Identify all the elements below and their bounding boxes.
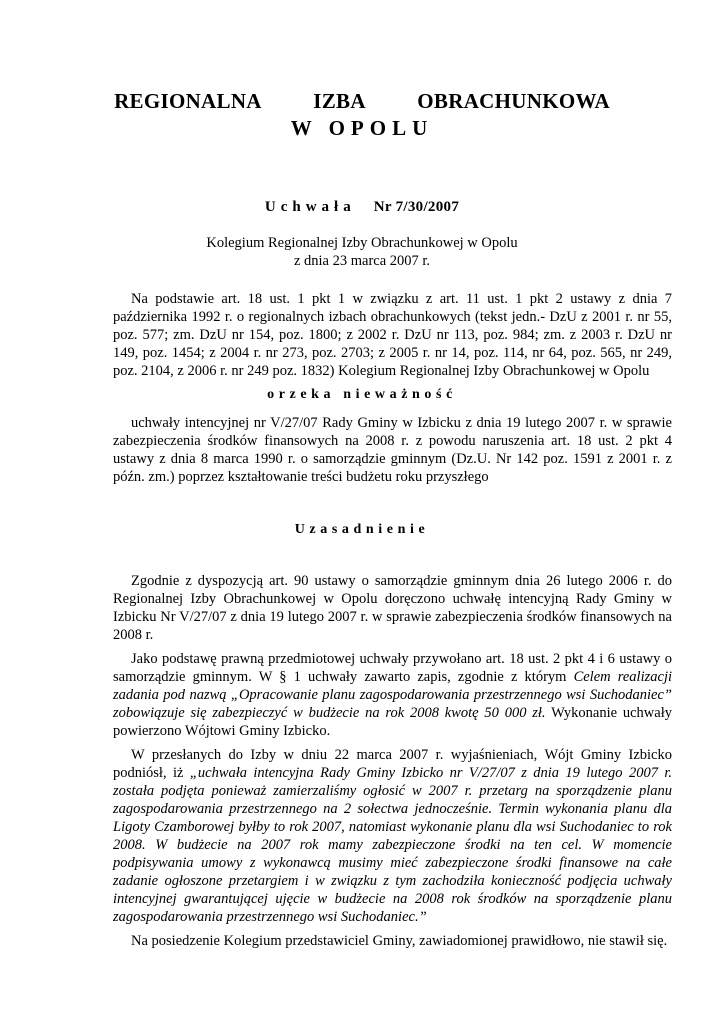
college-name: Kolegium Regionalnej Izby Obrachunkowej w Opolu — [206, 235, 518, 251]
execution-text: Wykonanie uchwały powierzono Wójtowi Gminy Izbicko. — [113, 705, 672, 739]
decision-heading: orzeka nieważność — [267, 387, 457, 402]
justification-paragraph-3 — [113, 746, 672, 926]
justification-heading: Uzasadnienie — [294, 522, 430, 537]
justification-paragraph-1: Zgodnie z dyspozycją art. 90 ustawy o samorządzie gminnym dnia 26 lutego 2006 r. do Regionalnej Izby Obrachunkowej w Opolu doręczono uchwałę intencyjną Rady Gminy w Izbicku Nr V/27/07 z dnia 19 lutego 2007 r. w sprawie zabezpieczenia środków finansowych na 2008 r. — [113, 573, 672, 643]
legal-basis-text: Jako podstawę prawną przedmiotowej uchwały przywołano art. 18 ust. 2 pkt 4 i 6 ustawy o samorządzie gminnym. W § 1 uchwały zawarto zapis, zgodnie z którym — [113, 651, 672, 685]
legal-basis-paragraph: Na podstawie art. 18 ust. 1 pkt 1 w związku z art. 11 ust. 1 pkt 2 ustawy z dnia 7 października 1992 r. o regionalnych izbach obrachunkowych (tekst jedn.- DzU z 2001 r. nr 55, poz. 577; zm. DzU nr 154, poz. 1800; z 2002 r. DzU nr 113, poz. 984; zm. z 2003 r. DzU nr 149, poz. 1454; z 2004 r. nr 273, poz. 2703; z 2005 r. nr 14, poz. 114, nr 64, poz. 565, nr 249, poz. 2104, z 2006 r. nr 249 poz. 1832) Kolegium Regionalnej Izby Obrachunkowej w Opolu — [113, 291, 672, 379]
legal-basis-section — [113, 290, 672, 386]
justification-paragraph-2 — [113, 650, 672, 740]
institution-name: REGIONALNA IZBA OBRACHUNKOWA — [114, 89, 610, 113]
justification-section — [113, 572, 672, 956]
quoted-resolution-text: Celem realizacji zadania pod nazwą „Opracowanie planu zagospodarowania przestrzennego wsi Suchodaniec” zobowiązuje się zabezpieczyć w budżecie na rok 2008 kwotę 50 000 zł. — [113, 669, 672, 721]
institution-city: W OPOLU — [290, 116, 434, 140]
resolution-word: Uchwała — [264, 199, 356, 215]
resolution-number: Nr 7/30/2007 — [373, 199, 460, 215]
decision-paragraph: uchwały intencyjnej nr V/27/07 Rady Gminy w Izbicku z dnia 19 lutego 2007 r. w sprawie zabezpieczenia środków finansowych na 2008 r. z powodu naruszenia art. 18 ust. 2 pkt 4 ustawy z dnia 8 marca 1990 r. o samorządzie gminnym (Dz.U. Nr 142 poz. 1591 z 2001 r. z późn. zm.) poprzez kształtowanie treści budżetu roku przyszłego — [113, 415, 672, 485]
resolution-title — [0, 199, 724, 216]
explanation-intro: W przesłanych do Izby w dniu 22 marca 2007 r. wyjaśnieniach, Wójt Gminy Izbicko podniósł, iż — [113, 747, 672, 781]
mayor-explanation-quote: „uchwała intencyjna Rady Gminy Izbicko nr V/27/07 z dnia 19 lutego 2007 r. została podjęta ponieważ zamierzaliśmy ogłosić w 2007 r. przetarg na sporządzenie planu zagospodarowania przestrzennego na 2 sołectwa jednocześnie. Termin wykonania planu dla Ligoty Czamborowej byłby to rok 2007, natomiast wykonanie planu dla wsi Suchodaniec to rok 2008. W budżecie na 2007 rok mamy zabezpieczone środki na ten cel. W momencie podpisywania umowy z wykonawcą musimy mieć zabezpieczone środki finansowe na całe zadanie ogłoszone przetargiem i w związku z tym zachodziła konieczność podjęcia uchwały intencyjnej gwarantującej ujęcie w budżecie na 2008 rok środków na sporządzenie planu zagospodarowania przestrzennego wsi Suchodaniec.” — [113, 765, 672, 925]
justification-paragraph-4: Na posiedzenie Kolegium przedstawiciel Gminy, zawiadomionej prawidłowo, nie stawił się. — [131, 933, 668, 949]
resolution-date: z dnia 23 marca 2007 r. — [293, 253, 431, 269]
decision-section — [113, 414, 672, 492]
